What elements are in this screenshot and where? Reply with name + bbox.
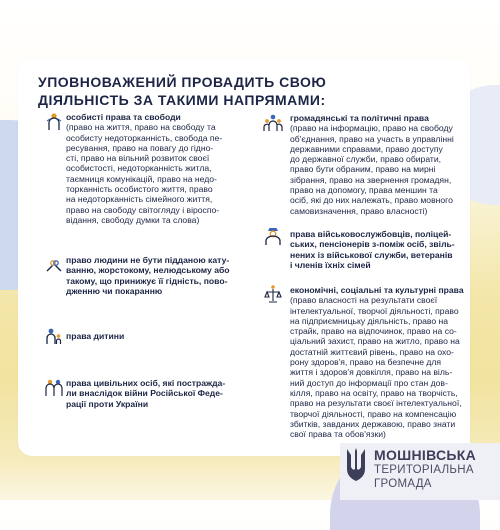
item-line: свої права та обов'язки) xyxy=(290,429,470,439)
item-line: особисту недоторканність, свобода пе- xyxy=(66,133,266,143)
community-logo xyxy=(340,443,500,500)
item-line: зібрання, право на звернення громадян, xyxy=(290,175,470,185)
item-line: відання, свободу думки та слова) xyxy=(66,215,266,225)
logo-subtitle-2: ГРОМАДА xyxy=(374,478,432,490)
item-line: ціальний захист, право на житло, право на xyxy=(290,336,470,346)
title-line-1: УПОВНОВАЖЕНИЙ ПРОВАДИТЬ СВОЮ xyxy=(38,73,418,91)
item-line: на недоторканність сімейного життя, xyxy=(66,194,266,204)
item-heading: права дитини xyxy=(66,331,266,341)
person-justice-icon xyxy=(44,112,64,132)
item-line: сті, право на вільний розвиток своєї xyxy=(66,153,266,163)
item-line: життя і здоров'я довкілля, право на віль- xyxy=(290,367,470,377)
item-heading: громадянські та політичні права xyxy=(290,113,470,123)
item-line: ний доступ до інформації про стан дов- xyxy=(290,378,470,388)
item-line: об'єднання, право на участь в управлінні xyxy=(290,134,470,144)
item-line: такому, що принижує її гідність, пово- xyxy=(66,276,266,286)
item-line: ли внаслідок війни Російської Феде- xyxy=(66,388,266,398)
item-line: ських, пенсіонерів з-поміж осіб, звіль- xyxy=(290,239,470,249)
item-line: торканність особистого життя, право xyxy=(66,184,266,194)
item-line: до державної служби, право обирати, xyxy=(290,154,470,164)
item-line: рону здоров'я, право на безпечне для xyxy=(290,357,470,367)
item-line: ресування, право на повагу до гідно- xyxy=(66,143,266,153)
item-line: достатній життєвий рівень, право на охо- xyxy=(290,347,470,357)
item-line: права цивільних осіб, які постражда- xyxy=(66,378,266,388)
item-line: права військовослужбовців, поліцей- xyxy=(290,229,470,239)
page-title xyxy=(38,73,418,109)
war-victims-icon xyxy=(44,378,64,398)
item-line: особистості, недоторканність житла, xyxy=(66,163,266,173)
item-line: страйк, право на відпочинок, право на со- xyxy=(290,326,470,336)
item-line: (право на інформацію, право на свободу xyxy=(290,123,470,133)
title-line-2: ДІЯЛЬНІСТЬ ЗА ТАКИМИ НАПРЯМАМИ: xyxy=(38,91,418,109)
item-line: кілля, право на освіту, право на творчість, xyxy=(290,388,470,398)
logo-name: МОШНІВСЬКА xyxy=(374,447,476,463)
logo-subtitle-1: ТЕРИТОРІАЛЬНА xyxy=(374,464,474,476)
item-line: державними справами, право доступу xyxy=(290,144,470,154)
item-line: на підприємницьку діяльність, право на xyxy=(290,316,470,326)
item-line: (право на життя, право на свободу та xyxy=(66,122,266,132)
item-line: самовизначення, право власності) xyxy=(290,206,470,216)
military-person-icon xyxy=(263,226,283,246)
item-line: і членів їхніх сімей xyxy=(290,260,470,270)
item-line: ванню, жорстокому, нелюдському або xyxy=(66,265,266,275)
item-military-rights xyxy=(290,229,470,270)
parent-child-icon xyxy=(44,326,64,346)
trident-emblem-icon xyxy=(346,447,366,483)
item-line: таємниця комунікацій, право на недо- xyxy=(66,174,266,184)
scales-people-icon xyxy=(263,284,283,304)
item-heading: особисті права та свободи xyxy=(66,112,266,122)
item-line: право на допомогу, права меншин та xyxy=(290,185,470,195)
item-line: осіб, які до них належать, право мовного xyxy=(290,195,470,205)
item-line: інтелектуальної, творчої діяльності, право xyxy=(290,306,470,316)
item-personal-rights xyxy=(66,112,266,225)
item-line: дженню чи покаранню xyxy=(66,286,266,296)
item-line: збитків, завданих державою, право знати xyxy=(290,419,470,429)
item-line: право людини не бути підданою кату- xyxy=(66,255,266,265)
item-economic-social-rights xyxy=(290,285,470,439)
item-line: творчої діяльності, право на компенсацію xyxy=(290,409,470,419)
item-line: право на свободу світогляду і віроспо- xyxy=(66,205,266,215)
item-torture-protection xyxy=(66,255,266,296)
item-child-rights xyxy=(66,331,266,341)
hands-shackled-icon xyxy=(44,255,64,275)
item-civilians-war xyxy=(66,378,266,409)
item-heading: економічні, соціальні та культурні права xyxy=(290,285,470,295)
item-line: право на результати своєї інтелектуальної, xyxy=(290,398,470,408)
item-line: (право власності на результати своєї xyxy=(290,295,470,305)
item-line: нених із військової служби, ветеранів xyxy=(290,250,470,260)
item-civil-political-rights xyxy=(290,113,470,216)
item-line: право бути обраним, право на мирні xyxy=(290,164,470,174)
item-line: рації проти України xyxy=(66,399,266,409)
group-citizens-icon xyxy=(263,113,283,133)
